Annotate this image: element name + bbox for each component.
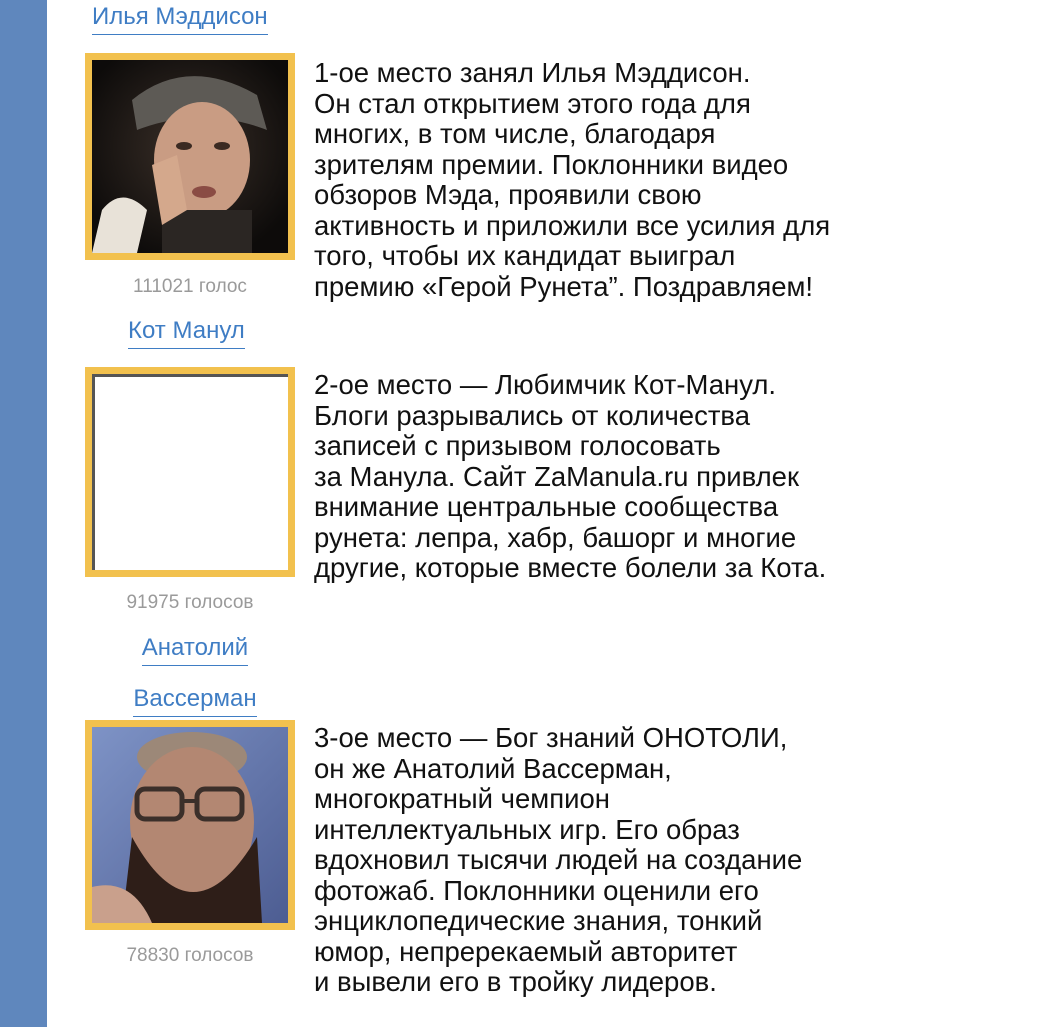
description-line: премию «Герой Рунета”. Поздравляем! [314, 270, 814, 302]
portrait-man-in-cap-image [92, 60, 288, 253]
description-line: за Манула. Сайт ZaManula.ru привлек [314, 460, 799, 492]
description-line: другие, которые вместе болели за Кота. [314, 552, 827, 583]
description-line: того, чтобы их кандидат выиграл [314, 240, 736, 271]
candidate-3-description [314, 723, 934, 998]
candidate-3-name-line-1[interactable]: Анатолий [142, 633, 248, 666]
candidate-2-votes: 91975 голосов [126, 592, 254, 613]
blank-photo-image [92, 374, 288, 570]
candidate-3-name-link[interactable] [85, 627, 305, 729]
description-line: энциклопедические знания, тонкий [314, 905, 763, 936]
description-line: интеллектуальных игр. Его образ [314, 813, 740, 845]
candidate-1-description [314, 58, 934, 302]
candidate-2-photo[interactable] [85, 367, 295, 577]
description-line: юмор, непререкаемый авторитет [314, 935, 738, 967]
description-line: 1-ое место занял Илья Мэддисон. [314, 57, 751, 88]
description-line: Блоги разрывались от количества [314, 399, 751, 431]
description-line: 2-ое место — Любимчик Кот-Манул. [314, 369, 777, 400]
portrait-bearded-man-glasses-image [92, 727, 288, 923]
description-line: обзоров Мэда, проявили свою [314, 179, 702, 210]
candidate-1-photo[interactable] [85, 53, 295, 260]
description-line: записей с призывом голосовать [314, 430, 721, 461]
candidate-1-votes: 111021 голос [133, 276, 247, 297]
candidate-3-photo[interactable] [85, 720, 295, 930]
description-line: рунета: лепра, хабр, башорг и многие [314, 521, 797, 553]
candidate-2-name-link[interactable]: Кот Манул [128, 316, 245, 349]
candidate-1-name-link[interactable]: Илья Мэддисон [92, 2, 268, 35]
description-line: 3-ое место — Бог знаний ОНОТОЛИ, [314, 722, 788, 753]
left-sidebar-stripe [0, 0, 47, 1027]
description-line: многократный чемпион [314, 783, 610, 814]
candidate-3-name-line-2[interactable]: Вассерман [133, 684, 256, 717]
description-line: и вывели его в тройку лидеров. [314, 966, 717, 997]
candidate-2-description [314, 370, 934, 584]
description-line: он же Анатолий Вассерман, [314, 752, 672, 784]
description-line: многих, в том числе, благодаря [314, 118, 716, 149]
description-line: активность и приложили все усилия для [314, 209, 831, 241]
description-line: внимание центральные сообщества [314, 491, 779, 522]
candidate-3-votes: 78830 голосов [126, 945, 254, 966]
description-line: зрителям премии. Поклонники видео [314, 148, 789, 180]
description-line: Он стал открытием этого года для [314, 87, 751, 119]
description-line: фотожаб. Поклонники оценили его [314, 874, 759, 906]
description-line: вдохновил тысячи людей на создание [314, 844, 803, 875]
